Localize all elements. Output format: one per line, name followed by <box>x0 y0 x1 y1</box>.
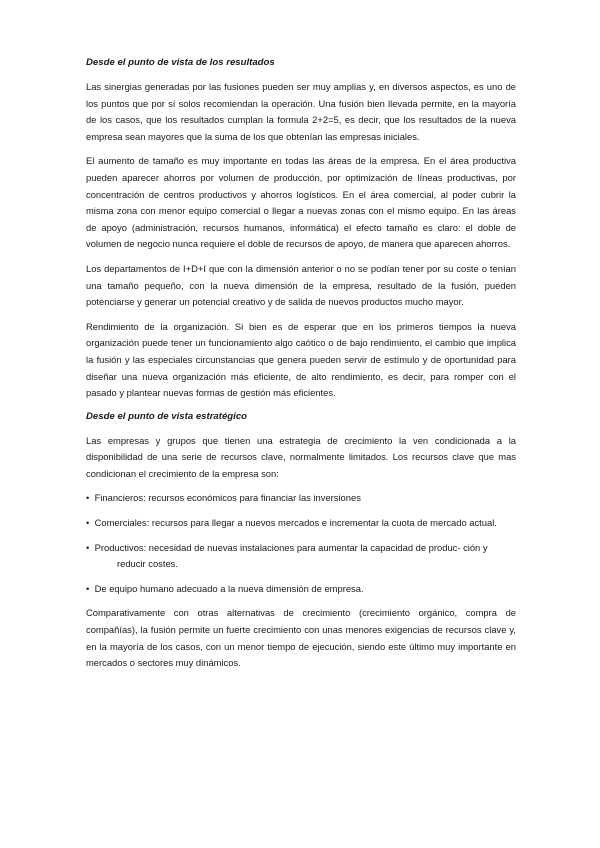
list-item <box>86 515 516 532</box>
paragraph-strategic-intro: Las empresas y grupos que tienen una estrategia de crecimiento la ven condicionada a la disponibilidad de una serie de recursos clave, normalmente limitados. Los recursos clave que mas condicionan el crecimiento de la empresa son: <box>86 434 516 479</box>
list-item-text: Productivos: necesidad de nuevas instalaciones para aumentar la capacidad de produc- ción y reducir costes. <box>94 541 488 570</box>
list-item-text: De equipo humano adecuado a la nueva dimensión de empresa. <box>94 582 364 594</box>
paragraph-size: El aumento de tamaño es muy importante en todas las áreas de la empresa. En el área productiva pueden aparecer ahorros por volumen de producción, por optimización de líneas productivas, por concentración de centros productivos y ahorros logísticos. En el área comercial, al poder cubrir la misma zona con menor equipo comercial o llegar a nuevas zonas con el mismo equipo. En las áreas de apoyo (administración, recursos humanos, informática) el efecto tamaño es claro: el doble de volumen de negocio nunca requiere el doble de recursos de apoyo, de manera que aparecen ahorros. <box>86 155 516 250</box>
bullet-icon: • <box>86 492 90 504</box>
section-heading-strategic: Desde el punto de vista estratégico <box>86 410 248 422</box>
list-item-text: Financieros: recursos económicos para financiar las inversiones <box>94 492 361 504</box>
list-item <box>86 540 516 573</box>
paragraph-organization: Rendimiento de la organización. Si bien es de esperar que en los primeros tiempos la nueva organización puede tener un funcionamiento algo caótico o de bajo rendimiento, el cambio que implica la fusión y las especiales circunstancias que genera pueden servir de estímulo y de oportunidad para diseñar una nueva organización más eficiente, de alto rendimiento, es decir, para romper con el pasado y plantear nuevas formas de gestión más eficientes. <box>86 320 516 399</box>
paragraph-closing: Comparativamente con otras alternativas de crecimiento (crecimiento orgánico, compra de compañías), la fusión permite un fuerte crecimiento con unas menores exigencias de recursos clave y, en la mayoría de los casos, con un menor tiempo de ejecución, siendo este último muy importante en mercados o sectores muy dinámicos. <box>86 607 516 669</box>
list-item-text: Comerciales: recursos para llegar a nuevos mercados e incrementar la cuota de mercado actual. <box>94 517 497 529</box>
bullet-icon: • <box>86 582 90 594</box>
list-item <box>86 581 516 598</box>
bullet-icon: • <box>86 541 90 553</box>
paragraph-rdi: Los departamentos de I+D+I que con la dimensión anterior o no se podían tener por su coste o tenían una tamaño pequeño, con la nueva dimensión de la empresa, resultado de la fusión, pueden potenciarse y generar un potencial creativo y de salida de nuevos productos mucho mayor. <box>86 262 516 308</box>
bullet-icon: • <box>86 517 90 529</box>
section-heading-results: Desde el punto de vista de los resultados <box>86 57 275 68</box>
paragraph-synergies: Las sinergias generadas por las fusiones pueden ser muy amplias y, en diversos aspectos, es uno de los puntos que por sí solos recomiendan la operación. Una fusión bien llevada permite, en la mayoría de los casos, que los resultados cumplan la formula 2+2=5, es decir, que los resultados de la nueva empresa sean mayores que la suma de los que obtenían las empresas iniciales. <box>86 81 516 142</box>
list-item <box>86 490 516 507</box>
